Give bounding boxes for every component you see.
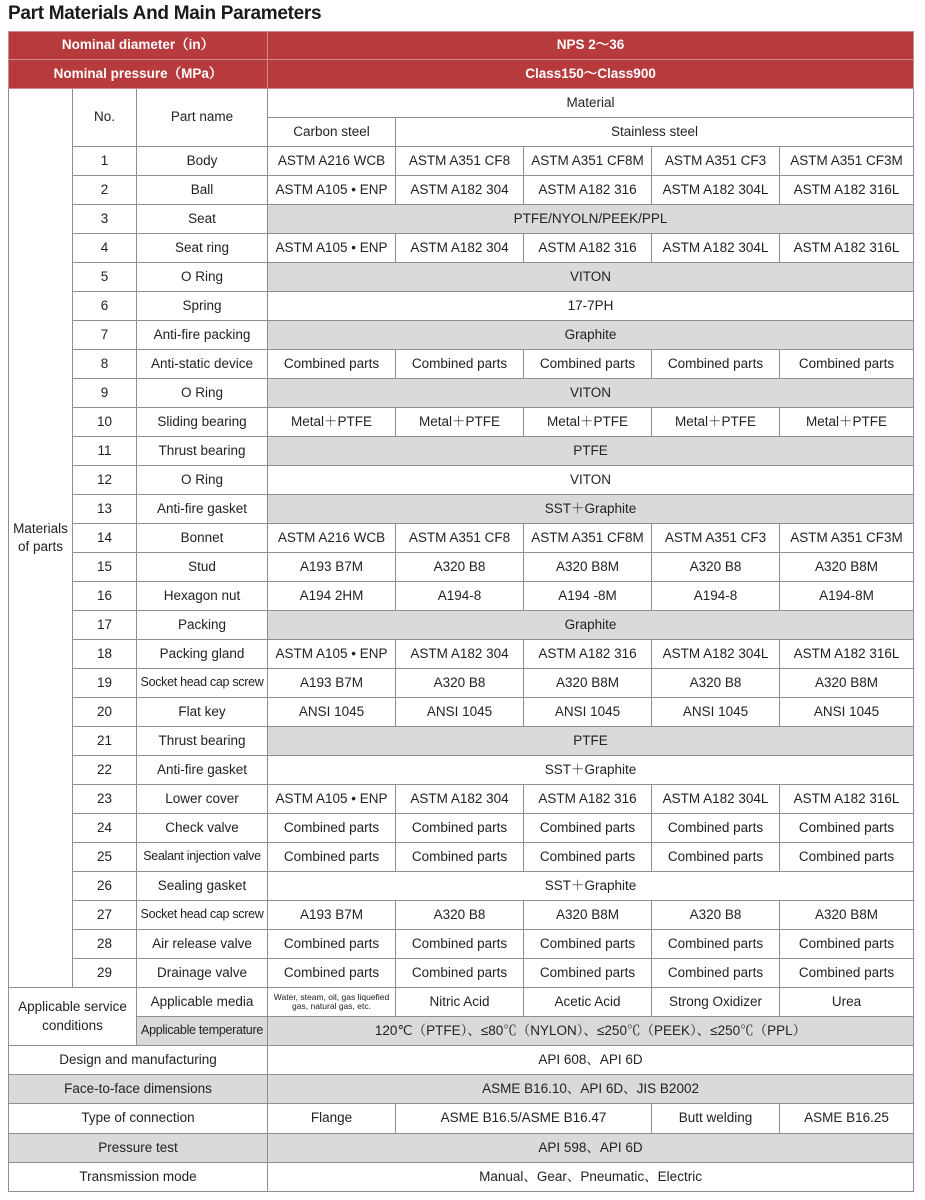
part-no: 10 bbox=[73, 408, 137, 437]
part-no: 11 bbox=[73, 437, 137, 466]
material-stainless-4: ASTM A182 316L bbox=[780, 785, 914, 814]
material-carbon-steel: ASTM A105 • ENP bbox=[268, 176, 396, 205]
design-label: Design and manufacturing bbox=[9, 1046, 268, 1075]
part-row bbox=[9, 727, 914, 756]
face-to-face-label: Face-to-face dimensions bbox=[9, 1075, 268, 1104]
material-carbon-steel: ASTM A105 • ENP bbox=[268, 234, 396, 263]
nominal-pressure-row bbox=[9, 60, 914, 89]
material-stainless-3: ASTM A351 CF3 bbox=[652, 147, 780, 176]
material-stainless-3: Combined parts bbox=[652, 843, 780, 872]
connection-butt-welding: Butt welding bbox=[652, 1104, 780, 1134]
material-stainless-2: A320 B8M bbox=[524, 669, 652, 698]
connection-flange-standard: ASME B16.5/ASME B16.47 bbox=[396, 1104, 652, 1134]
part-no: 1 bbox=[73, 147, 137, 176]
material-stainless-1: Combined parts bbox=[396, 930, 524, 959]
transmission-row bbox=[9, 1163, 914, 1192]
material-stainless-1: Combined parts bbox=[396, 814, 524, 843]
material-stainless-3: ANSI 1045 bbox=[652, 698, 780, 727]
part-name: Anti-fire packing bbox=[137, 321, 268, 350]
part-row bbox=[9, 843, 914, 872]
part-name: Ball bbox=[137, 176, 268, 205]
material-carbon-steel: ASTM A105 • ENP bbox=[268, 640, 396, 669]
part-material-all: SST＋Graphite bbox=[268, 495, 914, 524]
part-no: 25 bbox=[73, 843, 137, 872]
part-row bbox=[9, 553, 914, 582]
part-row bbox=[9, 669, 914, 698]
part-row bbox=[9, 379, 914, 408]
connection-butt-standard: ASME B16.25 bbox=[780, 1104, 914, 1134]
part-row bbox=[9, 466, 914, 495]
material-stainless-2: Metal＋PTFE bbox=[524, 408, 652, 437]
part-no: 19 bbox=[73, 669, 137, 698]
nominal-pressure-label: Nominal pressure（MPa） bbox=[9, 60, 268, 89]
material-stainless-1: Combined parts bbox=[396, 959, 524, 988]
part-name: Anti-fire gasket bbox=[137, 756, 268, 785]
material-stainless-2: Combined parts bbox=[524, 814, 652, 843]
part-material-all: PTFE/NYOLN/PEEK/PPL bbox=[268, 205, 914, 234]
part-row bbox=[9, 321, 914, 350]
material-stainless-4: A194-8M bbox=[780, 582, 914, 611]
part-no: 3 bbox=[73, 205, 137, 234]
material-stainless-4: Combined parts bbox=[780, 843, 914, 872]
material-carbon-steel: ASTM A105 • ENP bbox=[268, 785, 396, 814]
part-material-all: SST＋Graphite bbox=[268, 756, 914, 785]
part-name: Packing gland bbox=[137, 640, 268, 669]
part-material-all: VITON bbox=[268, 263, 914, 292]
part-row bbox=[9, 524, 914, 553]
material-stainless-4: A320 B8M bbox=[780, 669, 914, 698]
material-stainless-1: A194-8 bbox=[396, 582, 524, 611]
part-material-all: Graphite bbox=[268, 321, 914, 350]
part-no: 24 bbox=[73, 814, 137, 843]
part-row bbox=[9, 234, 914, 263]
part-name: O Ring bbox=[137, 379, 268, 408]
material-stainless-4: ASTM A182 316L bbox=[780, 176, 914, 205]
media-oxidizer: Strong Oxidizer bbox=[652, 988, 780, 1017]
part-name: Spring bbox=[137, 292, 268, 321]
face-to-face-row bbox=[9, 1075, 914, 1104]
material-stainless-1: Combined parts bbox=[396, 350, 524, 379]
part-name: Thrust bearing bbox=[137, 437, 268, 466]
part-row bbox=[9, 640, 914, 669]
nominal-pressure-value: Class150～Class900 bbox=[268, 60, 914, 89]
connection-flange: Flange bbox=[268, 1104, 396, 1134]
applicable-temperature-label: Applicable temperature bbox=[137, 1017, 268, 1046]
material-stainless-1: ANSI 1045 bbox=[396, 698, 524, 727]
part-material-all: 17-7PH bbox=[268, 292, 914, 321]
material-stainless-1: Combined parts bbox=[396, 843, 524, 872]
material-carbon-steel: ASTM A216 WCB bbox=[268, 147, 396, 176]
part-name: Seat ring bbox=[137, 234, 268, 263]
part-row bbox=[9, 785, 914, 814]
design-row bbox=[9, 1046, 914, 1075]
material-stainless-3: A320 B8 bbox=[652, 669, 780, 698]
material-stainless-1: A320 B8 bbox=[396, 901, 524, 930]
nominal-diameter-value: NPS 2～36 bbox=[268, 32, 914, 60]
parameters-table bbox=[8, 31, 914, 1192]
material-stainless-2: A194 -8M bbox=[524, 582, 652, 611]
part-no: 27 bbox=[73, 901, 137, 930]
part-name: Body bbox=[137, 147, 268, 176]
part-row bbox=[9, 611, 914, 640]
material-stainless-3: Metal＋PTFE bbox=[652, 408, 780, 437]
material-carbon-steel: A193 B7M bbox=[268, 553, 396, 582]
material-stainless-2: Combined parts bbox=[524, 843, 652, 872]
part-name: Sliding bearing bbox=[137, 408, 268, 437]
material-carbon-steel: Combined parts bbox=[268, 959, 396, 988]
material-stainless-2: ANSI 1045 bbox=[524, 698, 652, 727]
transmission-label: Transmission mode bbox=[9, 1163, 268, 1192]
materials-of-parts-label: Materials of parts bbox=[9, 89, 73, 988]
material-carbon-steel: A194 2HM bbox=[268, 582, 396, 611]
material-carbon-steel: A193 B7M bbox=[268, 669, 396, 698]
part-row bbox=[9, 205, 914, 234]
part-row bbox=[9, 495, 914, 524]
material-stainless-2: ASTM A182 316 bbox=[524, 785, 652, 814]
part-no: 29 bbox=[73, 959, 137, 988]
part-row bbox=[9, 901, 914, 930]
part-name: Thrust bearing bbox=[137, 727, 268, 756]
part-no: 20 bbox=[73, 698, 137, 727]
part-no: 28 bbox=[73, 930, 137, 959]
material-stainless-1: ASTM A182 304 bbox=[396, 234, 524, 263]
connection-label: Type of connection bbox=[9, 1104, 268, 1134]
material-stainless-4: Combined parts bbox=[780, 350, 914, 379]
part-name: Sealant injection valve bbox=[137, 843, 268, 872]
part-material-all: PTFE bbox=[268, 727, 914, 756]
part-no: 9 bbox=[73, 379, 137, 408]
material-stainless-3: A320 B8 bbox=[652, 553, 780, 582]
material-stainless-3: Combined parts bbox=[652, 814, 780, 843]
part-no: 13 bbox=[73, 495, 137, 524]
material-stainless-4: Metal＋PTFE bbox=[780, 408, 914, 437]
material-stainless-4: ASTM A182 316L bbox=[780, 234, 914, 263]
carbon-steel-header: Carbon steel bbox=[268, 118, 396, 147]
part-name: Drainage valve bbox=[137, 959, 268, 988]
part-row bbox=[9, 176, 914, 205]
material-stainless-2: ASTM A351 CF8M bbox=[524, 524, 652, 553]
part-no: 12 bbox=[73, 466, 137, 495]
part-no: 14 bbox=[73, 524, 137, 553]
part-no: 4 bbox=[73, 234, 137, 263]
material-stainless-2: ASTM A182 316 bbox=[524, 176, 652, 205]
material-stainless-2: Combined parts bbox=[524, 959, 652, 988]
service-media-row bbox=[9, 988, 914, 1017]
part-row bbox=[9, 437, 914, 466]
part-name: Stud bbox=[137, 553, 268, 582]
material-stainless-3: ASTM A351 CF3 bbox=[652, 524, 780, 553]
material-stainless-4: ASTM A182 316L bbox=[780, 640, 914, 669]
material-carbon-steel: Combined parts bbox=[268, 814, 396, 843]
media-carbon: Water, steam, oil, gas liquefied gas, natural gas, etc. bbox=[268, 988, 396, 1017]
part-no: 15 bbox=[73, 553, 137, 582]
material-carbon-steel: A193 B7M bbox=[268, 901, 396, 930]
part-no: 5 bbox=[73, 263, 137, 292]
material-stainless-1: ASTM A182 304 bbox=[396, 176, 524, 205]
material-stainless-1: Metal＋PTFE bbox=[396, 408, 524, 437]
part-row bbox=[9, 292, 914, 321]
material-stainless-3: Combined parts bbox=[652, 350, 780, 379]
pressure-test-row bbox=[9, 1134, 914, 1163]
part-row bbox=[9, 872, 914, 901]
material-stainless-2: Combined parts bbox=[524, 350, 652, 379]
applicable-temperature-value: 120℃（PTFE）、≤80℃（NYLON）、≤250℃（PEEK）、≤250℃（PPL） bbox=[268, 1017, 914, 1046]
part-no: 21 bbox=[73, 727, 137, 756]
material-stainless-3: A320 B8 bbox=[652, 901, 780, 930]
material-stainless-3: Combined parts bbox=[652, 930, 780, 959]
applicable-media-label: Applicable media bbox=[137, 988, 268, 1017]
material-carbon-steel: ANSI 1045 bbox=[268, 698, 396, 727]
part-name: Anti-fire gasket bbox=[137, 495, 268, 524]
material-stainless-3: Combined parts bbox=[652, 959, 780, 988]
no-header: No. bbox=[73, 89, 137, 147]
part-row bbox=[9, 350, 914, 379]
material-stainless-3: ASTM A182 304L bbox=[652, 785, 780, 814]
part-no: 18 bbox=[73, 640, 137, 669]
material-header: Material bbox=[268, 89, 914, 118]
part-row bbox=[9, 756, 914, 785]
material-stainless-2: Combined parts bbox=[524, 930, 652, 959]
material-stainless-2: A320 B8M bbox=[524, 901, 652, 930]
part-no: 8 bbox=[73, 350, 137, 379]
material-stainless-2: A320 B8M bbox=[524, 553, 652, 582]
material-carbon-steel: Metal＋PTFE bbox=[268, 408, 396, 437]
design-value: API 608、API 6D bbox=[268, 1046, 914, 1075]
part-no: 6 bbox=[73, 292, 137, 321]
material-stainless-4: ASTM A351 CF3M bbox=[780, 147, 914, 176]
material-stainless-2: ASTM A351 CF8M bbox=[524, 147, 652, 176]
part-material-all: VITON bbox=[268, 379, 914, 408]
service-conditions-label: Applicable service conditions bbox=[9, 988, 137, 1046]
material-stainless-4: ANSI 1045 bbox=[780, 698, 914, 727]
material-stainless-2: ASTM A182 316 bbox=[524, 234, 652, 263]
stainless-steel-header: Stainless steel bbox=[396, 118, 914, 147]
part-row bbox=[9, 263, 914, 292]
material-stainless-4: ASTM A351 CF3M bbox=[780, 524, 914, 553]
material-stainless-1: ASTM A351 CF8 bbox=[396, 147, 524, 176]
part-row bbox=[9, 147, 914, 176]
part-name: Packing bbox=[137, 611, 268, 640]
material-stainless-3: ASTM A182 304L bbox=[652, 640, 780, 669]
part-no: 7 bbox=[73, 321, 137, 350]
part-material-all: VITON bbox=[268, 466, 914, 495]
material-carbon-steel: Combined parts bbox=[268, 350, 396, 379]
part-name: Check valve bbox=[137, 814, 268, 843]
material-stainless-4: A320 B8M bbox=[780, 901, 914, 930]
part-name: Air release valve bbox=[137, 930, 268, 959]
material-stainless-3: ASTM A182 304L bbox=[652, 176, 780, 205]
material-stainless-1: A320 B8 bbox=[396, 553, 524, 582]
material-stainless-4: Combined parts bbox=[780, 930, 914, 959]
material-stainless-1: A320 B8 bbox=[396, 669, 524, 698]
material-stainless-3: A194-8 bbox=[652, 582, 780, 611]
material-stainless-4: Combined parts bbox=[780, 814, 914, 843]
part-material-all: PTFE bbox=[268, 437, 914, 466]
media-nitric: Nitric Acid bbox=[396, 988, 524, 1017]
part-no: 26 bbox=[73, 872, 137, 901]
material-stainless-4: Combined parts bbox=[780, 959, 914, 988]
part-name: O Ring bbox=[137, 263, 268, 292]
material-stainless-3: ASTM A182 304L bbox=[652, 234, 780, 263]
part-name: Bonnet bbox=[137, 524, 268, 553]
page-title: Part Materials And Main Parameters bbox=[8, 3, 322, 24]
material-stainless-1: ASTM A182 304 bbox=[396, 640, 524, 669]
part-no: 23 bbox=[73, 785, 137, 814]
material-carbon-steel: Combined parts bbox=[268, 930, 396, 959]
part-name: Seat bbox=[137, 205, 268, 234]
part-no: 16 bbox=[73, 582, 137, 611]
column-header-row bbox=[9, 89, 914, 118]
part-name: Sealing gasket bbox=[137, 872, 268, 901]
part-row bbox=[9, 814, 914, 843]
part-material-all: SST＋Graphite bbox=[268, 872, 914, 901]
part-name: Socket head cap screw bbox=[137, 901, 268, 930]
material-stainless-4: A320 B8M bbox=[780, 553, 914, 582]
part-name: Hexagon nut bbox=[137, 582, 268, 611]
transmission-value: Manual、Gear、Pneumatic、Electric bbox=[268, 1163, 914, 1192]
part-no: 22 bbox=[73, 756, 137, 785]
part-name: Flat key bbox=[137, 698, 268, 727]
media-urea: Urea bbox=[780, 988, 914, 1017]
material-carbon-steel: Combined parts bbox=[268, 843, 396, 872]
part-name: Socket head cap screw bbox=[137, 669, 268, 698]
part-material-all: Graphite bbox=[268, 611, 914, 640]
service-temperature-row bbox=[9, 1017, 914, 1046]
part-name: Anti-static device bbox=[137, 350, 268, 379]
part-name-header: Part name bbox=[137, 89, 268, 147]
part-row bbox=[9, 698, 914, 727]
part-name: O Ring bbox=[137, 466, 268, 495]
part-row bbox=[9, 930, 914, 959]
pressure-test-label: Pressure test bbox=[9, 1134, 268, 1163]
part-row bbox=[9, 959, 914, 988]
material-stainless-1: ASTM A351 CF8 bbox=[396, 524, 524, 553]
connection-row bbox=[9, 1104, 914, 1134]
material-stainless-1: ASTM A182 304 bbox=[396, 785, 524, 814]
pressure-test-value: API 598、API 6D bbox=[268, 1134, 914, 1163]
nominal-diameter-row bbox=[9, 32, 914, 60]
part-row bbox=[9, 582, 914, 611]
part-row bbox=[9, 408, 914, 437]
part-name: Lower cover bbox=[137, 785, 268, 814]
face-to-face-value: ASME B16.10、API 6D、JIS B2002 bbox=[268, 1075, 914, 1104]
nominal-diameter-label: Nominal diameter（in） bbox=[9, 32, 268, 60]
material-stainless-2: ASTM A182 316 bbox=[524, 640, 652, 669]
media-acetic: Acetic Acid bbox=[524, 988, 652, 1017]
part-no: 2 bbox=[73, 176, 137, 205]
part-no: 17 bbox=[73, 611, 137, 640]
material-carbon-steel: ASTM A216 WCB bbox=[268, 524, 396, 553]
